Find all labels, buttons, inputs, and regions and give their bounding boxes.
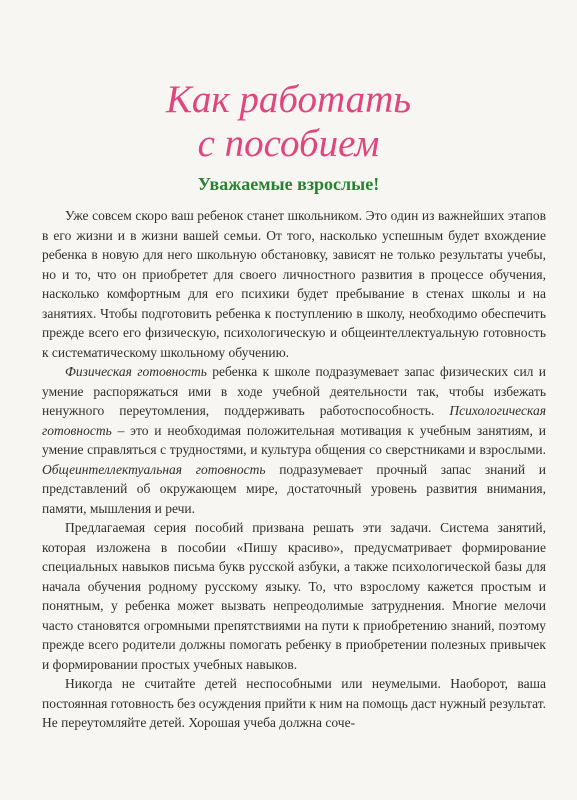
- paragraph-readiness-text-2: – это и необходимая положительная мотивация к учебным занятиям, и умение справляться с трудностями, и культура общения со сверстниками и взрослыми.: [42, 422, 546, 457]
- page-title: [0, 78, 577, 166]
- paragraph-intro: Уже совсем скоро ваш ребенок станет школьником. Это один из важнейших этапов в его жизни и в жизни вашей семьи. От того, насколько успешным будет вхождение ребенка в новую для него школьную обстановку, зависят не только результаты учебы, но и то, что он приобретет для своего личностного развития в процессе обучения, насколько комфортным для его психики будет пребывание в стенах школы и на занятиях. Чтобы подготовить ребенка к поступлению в школу, необходимо обеспечить прежде всего его физическую, психологическую и общеинтеллектуальную готовность к систематическому школьному обучению.: [42, 208, 546, 360]
- page-title-line-2: с пособием: [197, 122, 380, 165]
- section-heading: Уважаемые взрослые!: [197, 174, 380, 194]
- paragraph-series: Предлагаемая серия пособий призвана решать эти задачи. Система занятий, которая изложена в пособии «Пишу красиво», предусматривает формирование специальных навыков письма букв русской азбуки, а также психологической базы для начала обучения родному русскому языку. То, что взрослому кажется простым и понятным, у ребенка может вызвать непреодолимые затруднения. Многие мелочи часто становятся огромными препятствиями на пути к приобретению знаний, поэтому прежде всего родители должны помогать ребенку в приобретении полезных привычек и формировании простых учебных навыков.: [42, 520, 546, 672]
- paragraph-readiness-text-3: подразумевает прочный запас знаний и представлений об окружающем мире, достаточный уровень развития внимания, памяти, мышления и речи.: [42, 461, 546, 516]
- page-title-line-1: Как работать: [165, 78, 412, 121]
- paragraph-readiness: [42, 362, 546, 518]
- body-text: [42, 206, 546, 733]
- term-psychological-readiness: Психологическая готовность: [42, 403, 546, 438]
- paragraph-readiness-text-1: ребенка к школе подразумевает запас физических сил и умение распоряжаться ими в ходе учебной деятельности так, чтобы избежать ненужного переутомления, поддерживать работоспособность.: [42, 364, 546, 418]
- paragraph-advice: Никогда не считайте детей неспособными или неумелыми. Наоборот, ваша постоянная готовность без осуждения прийти к ним на помощь даст нужный результат. Не переутомляйте детей. Хорошая учеба должна соче-: [42, 676, 546, 730]
- term-physical-readiness: Физическая готовность: [65, 364, 207, 379]
- term-intellectual-readiness: Общеинтеллектуальная готовность: [42, 461, 266, 477]
